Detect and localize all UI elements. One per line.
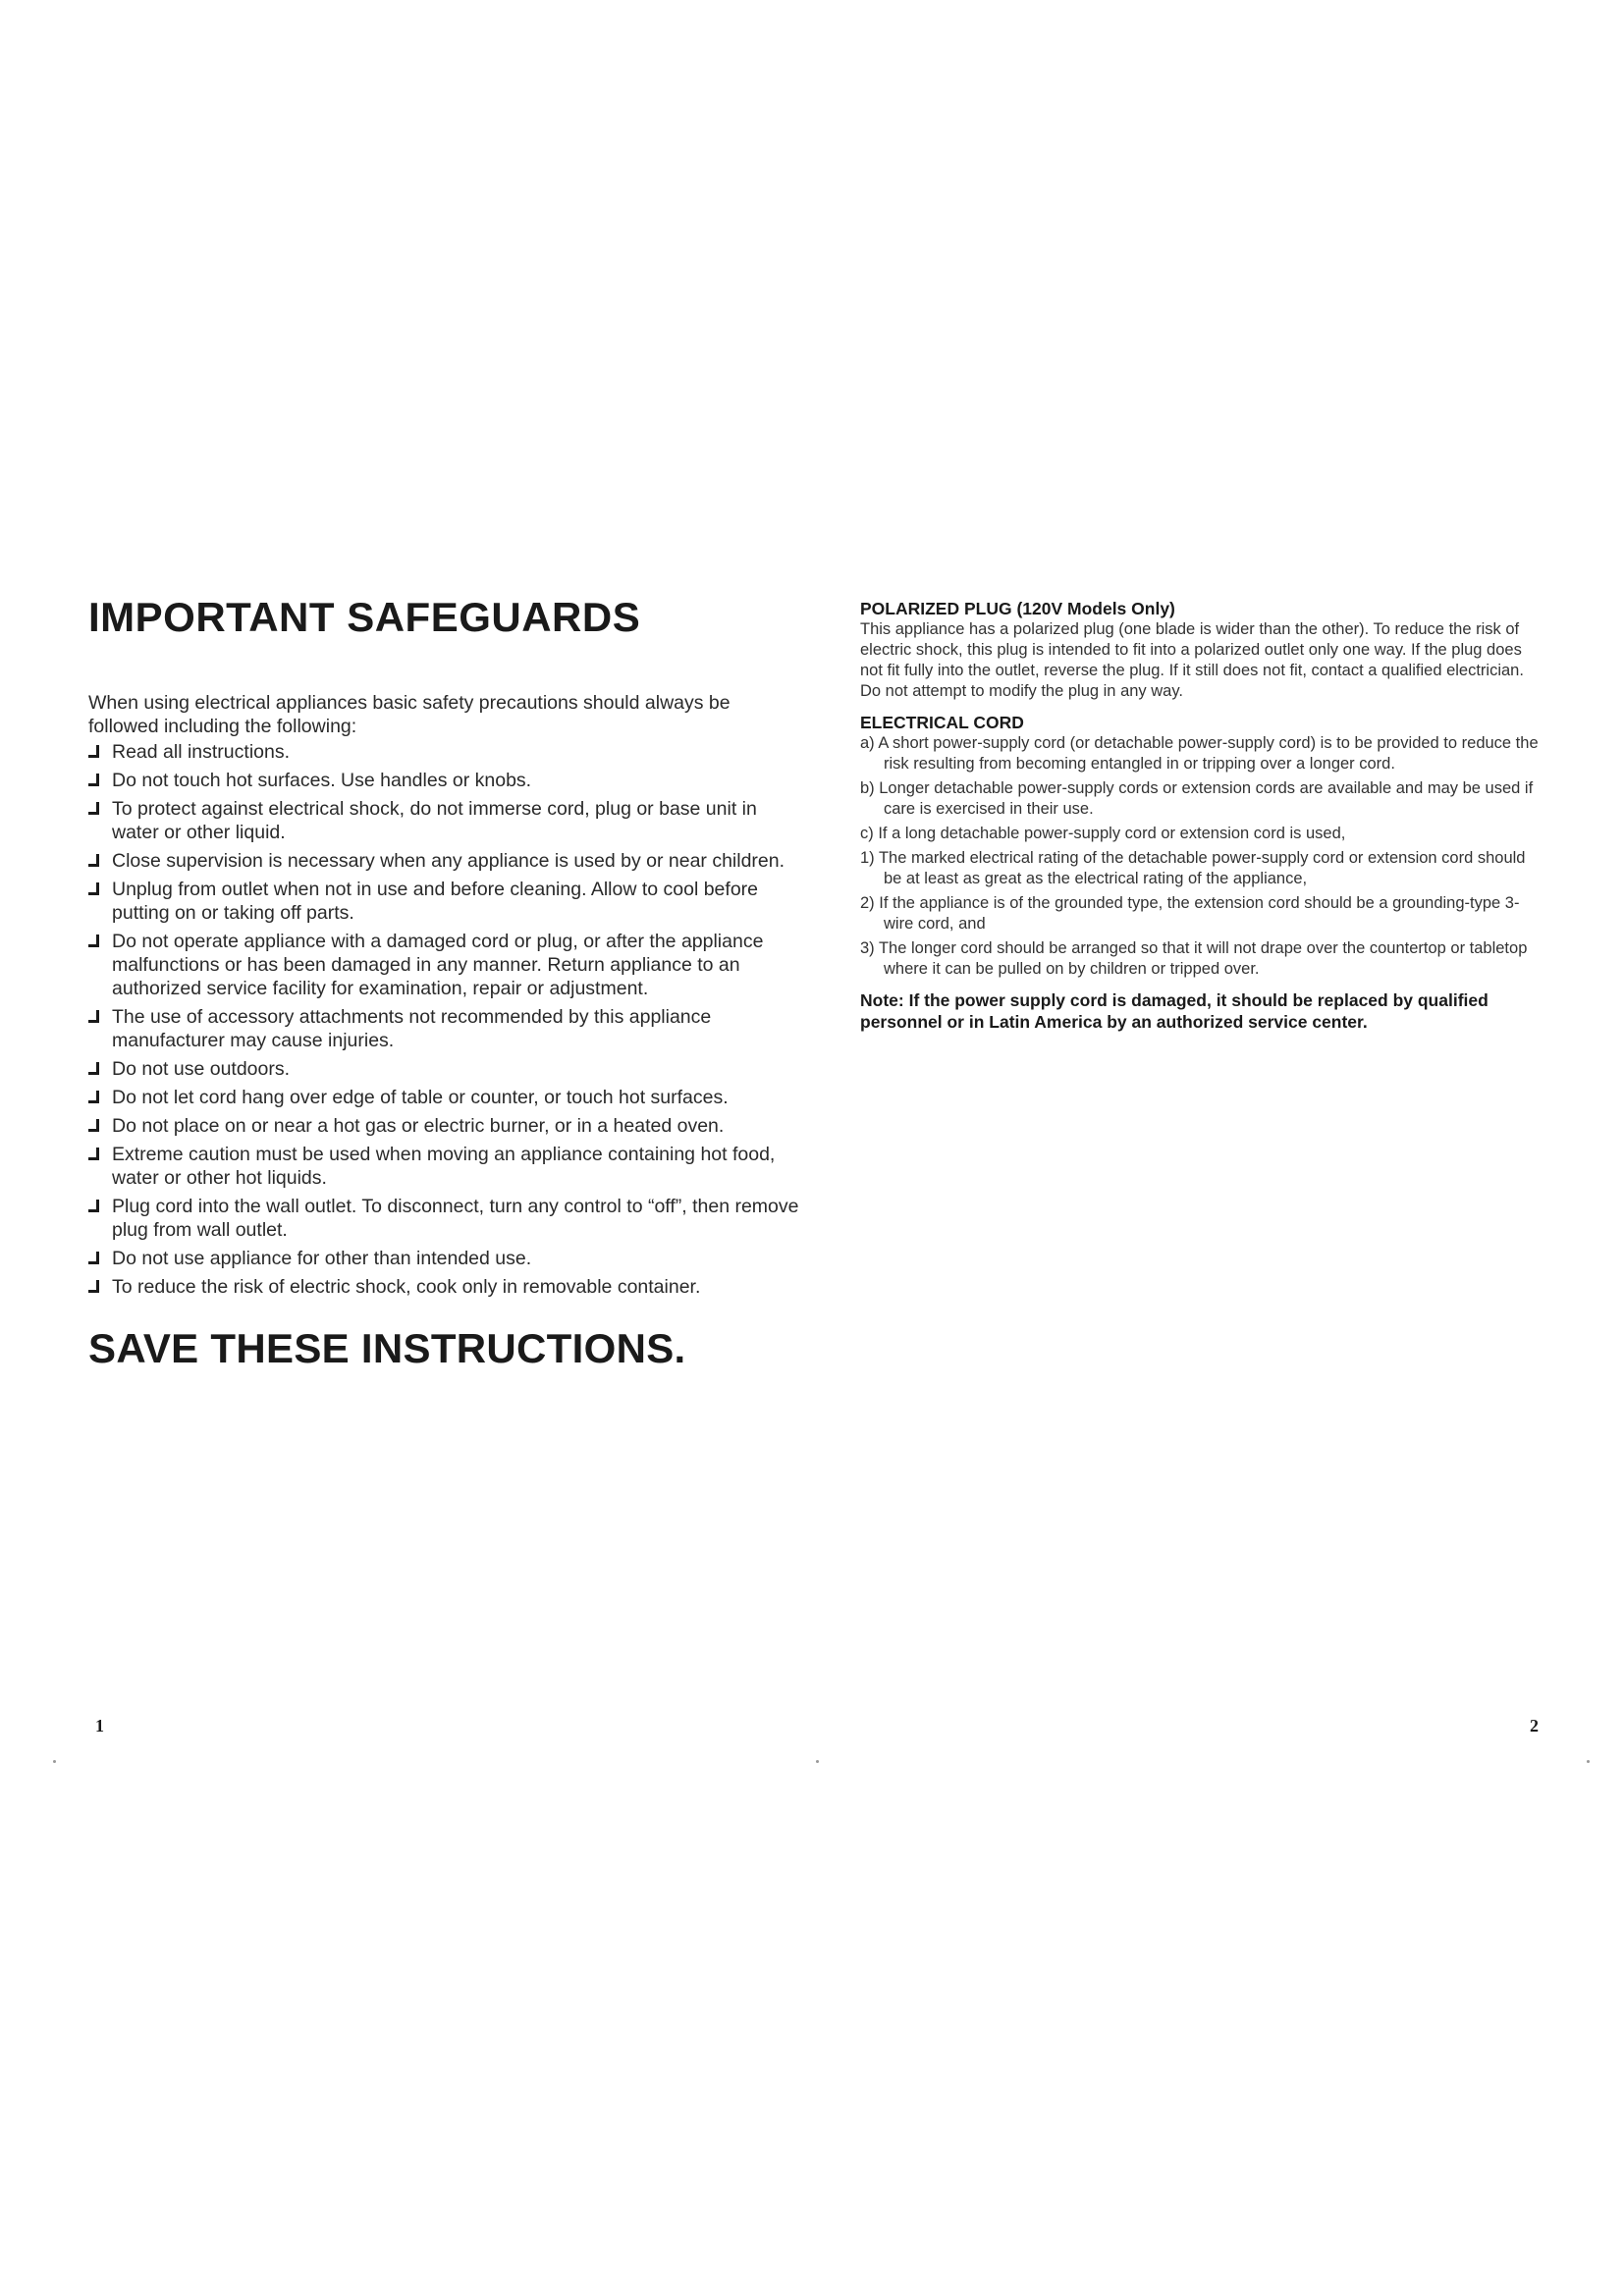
list-item: a) A short power-supply cord (or detachable power-supply cord) is to be provided to reduce the risk resulting from becoming entangled in or tripping over a longer cord. <box>860 734 1539 773</box>
safeguards-list <box>88 740 800 1299</box>
list-item <box>88 1005 800 1052</box>
list-item: c) If a long detachable power-supply cord or extension cord is used, <box>860 825 1346 842</box>
list-item <box>88 849 800 873</box>
list-item-text: Do not touch hot surfaces. Use handles or knobs. <box>112 770 532 791</box>
page-title: IMPORTANT SAFEGUARDS <box>88 594 641 640</box>
cord-note: Note: If the power supply cord is damaged, it should be replaced by qualified personnel or in Latin America by an authorized service center. <box>860 990 1489 1032</box>
checkbox-bullet-icon <box>88 1010 99 1023</box>
list-item <box>88 878 800 925</box>
list-item <box>88 930 800 1000</box>
electrical-cord-heading: ELECTRICAL CORD <box>860 713 1024 732</box>
checkbox-bullet-icon <box>88 854 99 867</box>
list-item-text: Close supervision is necessary when any appliance is used by or near children. <box>112 850 785 872</box>
list-item-text: Extreme caution must be used when moving an appliance containing hot food, water or other hot liquids. <box>112 1144 776 1189</box>
list-item-text: To reduce the risk of electric shock, cook only in removable container. <box>112 1276 701 1298</box>
list-item-text: Do not let cord hang over edge of table or counter, or touch hot surfaces. <box>112 1087 729 1108</box>
intro-text: When using electrical appliances basic safety precautions should always be followed including the following: <box>88 692 731 737</box>
save-instructions-title: SAVE THESE INSTRUCTIONS. <box>88 1325 686 1371</box>
checkbox-bullet-icon <box>88 882 99 895</box>
list-item: 2) If the appliance is of the grounded type, the extension cord should be a grounding-type 3-wire cord, and <box>860 894 1520 933</box>
list-item: 1) The marked electrical rating of the detachable power-supply cord or extension cord should be at least as great as the electrical rating of the appliance, <box>860 849 1526 887</box>
list-item <box>88 1247 800 1270</box>
list-item-text: Read all instructions. <box>112 741 291 763</box>
list-item <box>88 1114 800 1138</box>
list-item <box>88 797 800 844</box>
checkbox-bullet-icon <box>88 1200 99 1212</box>
polarized-plug-text: This appliance has a polarized plug (one blade is wider than the other). To reduce the risk of electric shock, this plug is intended to fit into a polarized outlet only one way. If the plug does not fit fully into the outlet, reverse the plug. If it still does not fit, contact a qualified electrician. Do not attempt to modify the plug in any way. <box>860 620 1524 700</box>
list-item-text: Unplug from outlet when not in use and before cleaning. Allow to cool before putting on or taking off parts. <box>112 879 759 924</box>
list-item-text: Do not use appliance for other than intended use. <box>112 1248 532 1269</box>
checkbox-bullet-icon <box>88 1119 99 1132</box>
checkbox-bullet-icon <box>88 774 99 786</box>
checkbox-bullet-icon <box>88 1148 99 1160</box>
left-page <box>88 595 800 1371</box>
list-item-text: To protect against electrical shock, do not immerse cord, plug or base unit in water or other liquid. <box>112 798 757 843</box>
crop-mark <box>53 1760 56 1763</box>
list-item-text: Do not operate appliance with a damaged cord or plug, or after the appliance malfunctions or has been damaged in any manner. Return appliance to an authorized service facility for examination, repair or adjustment. <box>112 931 764 999</box>
polarized-plug-heading: POLARIZED PLUG (120V Models Only) <box>860 599 1175 618</box>
checkbox-bullet-icon <box>88 1062 99 1075</box>
list-item-text: The use of accessory attachments not recommended by this appliance manufacturer may cause injuries. <box>112 1006 712 1051</box>
checkbox-bullet-icon <box>88 1280 99 1293</box>
page-number-right: 2 <box>1530 1716 1539 1735</box>
checkbox-bullet-icon <box>88 802 99 815</box>
list-item-text: Plug cord into the wall outlet. To disconnect, turn any control to “off”, then remove plug from wall outlet. <box>112 1196 799 1241</box>
list-item: 3) The longer cord should be arranged so that it will not drape over the countertop or tabletop where it can be pulled on by children or tripped over. <box>860 939 1528 978</box>
list-item <box>88 1143 800 1190</box>
page-number-left: 1 <box>95 1716 104 1735</box>
list-item <box>88 740 800 764</box>
list-item: b) Longer detachable power-supply cords or extension cords are available and may be used if care is exercised in their use. <box>860 779 1534 818</box>
checkbox-bullet-icon <box>88 1252 99 1264</box>
checkbox-bullet-icon <box>88 745 99 758</box>
checkbox-bullet-icon <box>88 934 99 947</box>
list-item <box>88 1275 800 1299</box>
list-item <box>88 1086 800 1109</box>
list-item-text: Do not use outdoors. <box>112 1058 291 1080</box>
list-item-text: Do not place on or near a hot gas or electric burner, or in a heated oven. <box>112 1115 725 1137</box>
electrical-cord-list <box>860 733 1542 980</box>
list-item <box>88 769 800 792</box>
right-page <box>860 598 1542 1033</box>
crop-mark <box>1587 1760 1590 1763</box>
checkbox-bullet-icon <box>88 1091 99 1103</box>
list-item <box>88 1195 800 1242</box>
crop-mark <box>816 1760 819 1763</box>
list-item <box>88 1057 800 1081</box>
